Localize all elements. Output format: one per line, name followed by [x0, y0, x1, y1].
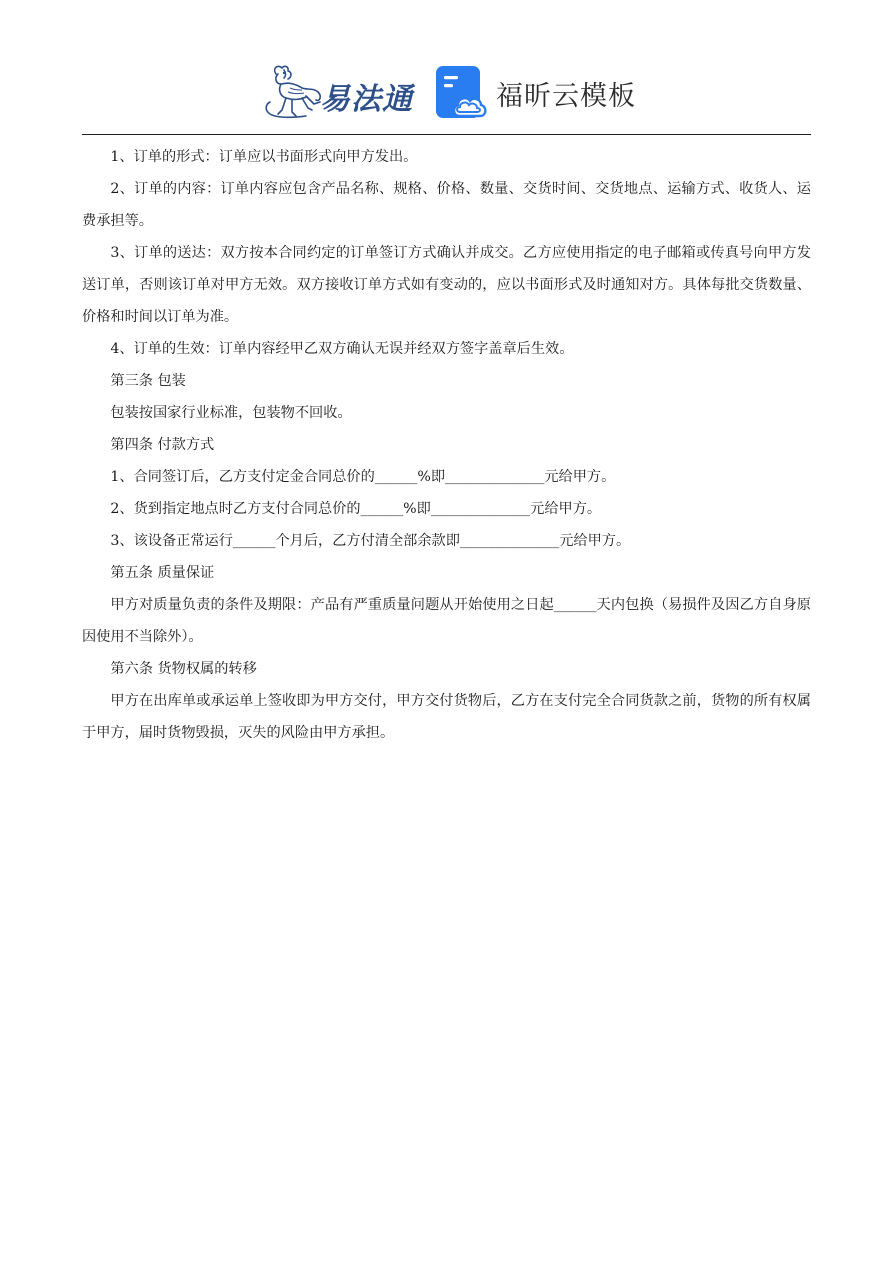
foxit-template-logo	[436, 66, 636, 118]
paragraph: 3、订单的送达：双方按本合同约定的订单签订方式确认并成交。乙方应使用指定的电子邮箱或传真号向甲方发送订单，否则该订单对甲方无效。双方接收订单方式如有变动的，应以书面形式及时通知对方。具体每批交货数量、价格和时间以订单为准。	[82, 245, 811, 325]
section-heading: 第五条 质量保证	[110, 565, 215, 581]
paragraph: 包装按国家行业标准，包装物不回收。	[110, 405, 352, 421]
cloud-document-icon	[436, 66, 488, 118]
contract-body	[82, 141, 811, 749]
section-heading: 第三条 包装	[110, 373, 186, 389]
page-header	[0, 56, 893, 126]
left-brand-name: 易法通	[320, 82, 413, 117]
paragraph: 2、订单的内容：订单内容应包含产品名称、规格、价格、数量、交货时间、交货地点、运输方式、收货人、运费承担等。	[82, 181, 811, 229]
header-divider	[82, 134, 811, 135]
section-heading: 第四条 付款方式	[110, 437, 215, 453]
paragraph: 1、订单的形式：订单应以书面形式向甲方发出。	[110, 149, 418, 165]
section-heading: 第六条 货物权属的转移	[110, 661, 257, 677]
paragraph: 3、该设备正常运行______个月后，乙方付清全部余款即______________元给甲方。	[110, 533, 631, 549]
qilin-horse-icon	[262, 62, 324, 120]
paragraph: 1、合同签订后，乙方支付定金合同总价的______%即______________元给甲方。	[110, 469, 616, 485]
paragraph: 甲方对质量负责的条件及期限：产品有严重质量问题从开始使用之日起______天内包换（易损件及因乙方自身原因使用不当除外）。	[82, 597, 811, 645]
yifatong-logo	[262, 62, 412, 120]
paragraph: 4、订单的生效：订单内容经甲乙双方确认无误并经双方签字盖章后生效。	[110, 341, 574, 357]
right-brand-name: 福昕云模板	[496, 81, 636, 112]
paragraph: 2、货到指定地点时乙方支付合同总价的______%即______________元给甲方。	[110, 501, 602, 517]
paragraph: 甲方在出库单或承运单上签收即为甲方交付，甲方交付货物后，乙方在支付完全合同货款之前，货物的所有权属于甲方，届时货物毁损，灭失的风险由甲方承担。	[82, 693, 811, 741]
